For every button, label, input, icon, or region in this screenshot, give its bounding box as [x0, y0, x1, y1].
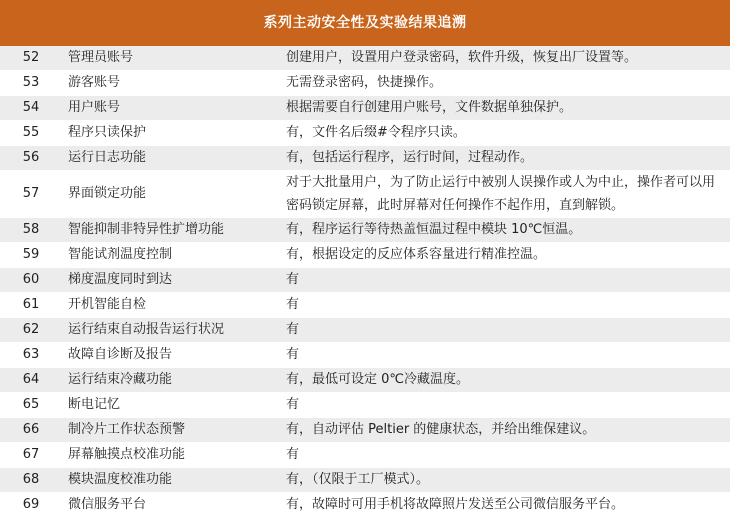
feature-name: 故障自诊断及报告	[62, 343, 282, 368]
feature-description: 有，包括运行程序，运行时间，过程动作。	[282, 146, 730, 171]
feature-name: 断电记忆	[62, 393, 282, 418]
feature-description: 有	[282, 318, 730, 343]
table-row	[0, 393, 730, 418]
row-number: 54	[0, 96, 62, 121]
row-number: 58	[0, 218, 62, 243]
row-number: 65	[0, 393, 62, 418]
table-row	[0, 268, 730, 293]
table-row	[0, 318, 730, 343]
row-number: 52	[0, 46, 62, 71]
row-number: 64	[0, 368, 62, 393]
feature-name: 运行结束冷藏功能	[62, 368, 282, 393]
table-row	[0, 468, 730, 493]
feature-description: 无需登录密码，快捷操作。	[282, 71, 730, 96]
feature-name: 智能抑制非特异性扩增功能	[62, 218, 282, 243]
row-number: 69	[0, 493, 62, 518]
row-number: 63	[0, 343, 62, 368]
table-row	[0, 343, 730, 368]
row-number: 53	[0, 71, 62, 96]
feature-name: 游客账号	[62, 71, 282, 96]
feature-name: 微信服务平台	[62, 493, 282, 518]
table-row	[0, 121, 730, 146]
row-number: 55	[0, 121, 62, 146]
feature-description: 有	[282, 268, 730, 293]
feature-name: 制冷片工作状态预警	[62, 418, 282, 443]
feature-description: 有	[282, 343, 730, 368]
row-number: 66	[0, 418, 62, 443]
table-row	[0, 96, 730, 121]
feature-description: 有，最低可设定 0℃冷藏温度。	[282, 368, 730, 393]
feature-name: 运行结束自动报告运行状况	[62, 318, 282, 343]
feature-description: 有	[282, 393, 730, 418]
feature-description: 有	[282, 443, 730, 468]
table-row	[0, 71, 730, 96]
feature-description: 有，（仅限于工厂模式）。	[282, 468, 730, 493]
row-number: 61	[0, 293, 62, 318]
table-row	[0, 368, 730, 393]
table-title: 系列主动安全性及实验结果追溯	[0, 0, 730, 46]
feature-description: 有，文件名后缀#令程序只读。	[282, 121, 730, 146]
feature-description: 创建用户，设置用户登录密码，软件升级，恢复出厂设置等。	[282, 46, 730, 71]
row-number: 59	[0, 243, 62, 268]
feature-name: 开机智能自检	[62, 293, 282, 318]
spec-table	[0, 46, 730, 518]
feature-description: 有，程序运行等待热盖恒温过程中模块 10℃恒温。	[282, 218, 730, 243]
table-row	[0, 171, 730, 218]
feature-name: 智能试剂温度控制	[62, 243, 282, 268]
row-number: 68	[0, 468, 62, 493]
table-row	[0, 146, 730, 171]
row-number: 60	[0, 268, 62, 293]
row-number: 57	[0, 171, 62, 218]
feature-name: 运行日志功能	[62, 146, 282, 171]
table-row	[0, 243, 730, 268]
table-row	[0, 293, 730, 318]
table-row	[0, 46, 730, 71]
feature-name: 模块温度校准功能	[62, 468, 282, 493]
feature-description: 根据需要自行创建用户账号，文件数据单独保护。	[282, 96, 730, 121]
table-row	[0, 418, 730, 443]
feature-name: 管理员账号	[62, 46, 282, 71]
table-row	[0, 443, 730, 468]
feature-description: 有	[282, 293, 730, 318]
table-row	[0, 218, 730, 243]
row-number: 56	[0, 146, 62, 171]
row-number: 62	[0, 318, 62, 343]
feature-description: 有，自动评估 Peltier 的健康状态，并给出维保建议。	[282, 418, 730, 443]
feature-name: 屏幕触摸点校准功能	[62, 443, 282, 468]
row-number: 67	[0, 443, 62, 468]
feature-description: 有，根据设定的反应体系容量进行精准控温。	[282, 243, 730, 268]
table-row	[0, 493, 730, 518]
feature-name: 界面锁定功能	[62, 171, 282, 218]
feature-name: 梯度温度同时到达	[62, 268, 282, 293]
feature-name: 用户账号	[62, 96, 282, 121]
feature-description: 有，故障时可用手机将故障照片发送至公司微信服务平台。	[282, 493, 730, 518]
feature-description: 对于大批量用户，为了防止运行中被别人误操作或人为中止，操作者可以用密码锁定屏幕，此时屏幕对任何操作不起作用，直到解锁。	[282, 171, 730, 218]
feature-name: 程序只读保护	[62, 121, 282, 146]
